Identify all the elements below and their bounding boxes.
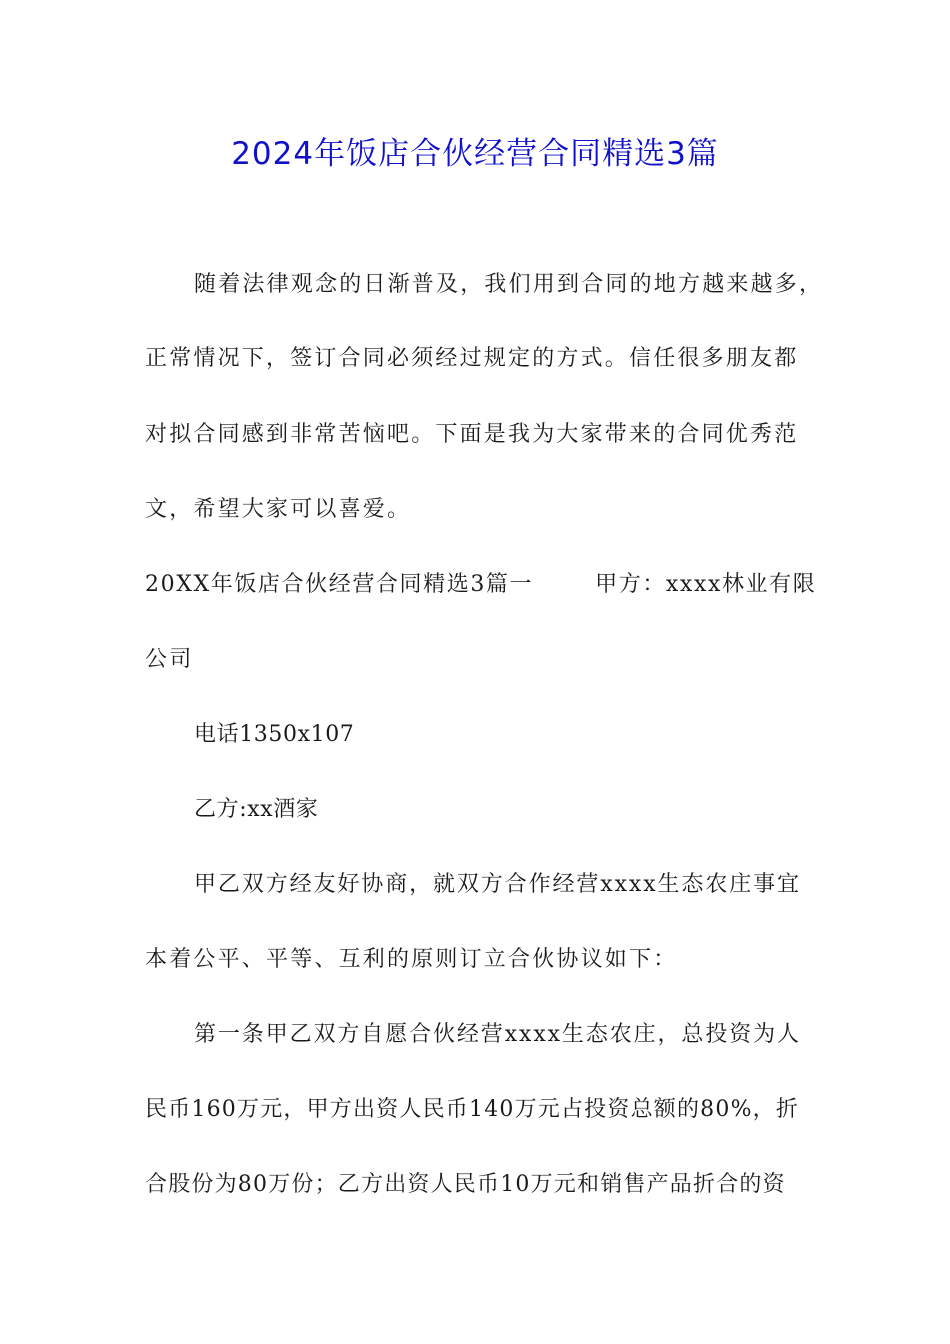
paragraph-line: 对拟合同感到非常苦恼吧。下面是我为大家带来的合同优秀范 [145,422,799,447]
article-line: 第一条甲乙双方自愿合伙经营xxxx生态农庄，总投资为人 [194,1022,801,1047]
paragraph-line: 文，希望大家可以喜爱。 [145,497,412,522]
paragraph-line: 公司 [145,647,194,672]
party-a-phone: 电话1350x107 [194,722,355,747]
paragraph-line: 本着公平、平等、互利的原则订立合伙协议如下： [145,947,678,972]
section-heading-line [145,570,815,600]
article-line: 民币160万元，甲方出资人民币140万元占投资总额的80%，折 [145,1097,800,1122]
paragraph-line: 随着法律观念的日渐普及，我们用到合同的地方越来越多， [194,272,824,297]
article-line: 合股份为80万份；乙方出资人民币10万元和销售产品折合的资 [145,1172,786,1197]
document-title: 2024年饭店合伙经营合同精选3篇 [231,136,719,172]
section-heading: 20XX年饭店合伙经营合同精选3篇一 [145,572,534,597]
party-a-name: 甲方：xxxx林业有限 [595,572,817,597]
party-b-name: 乙方:xx酒家 [194,797,319,822]
paragraph-line: 甲乙双方经友好协商，就双方合作经营xxxx生态农庄事宜 [194,872,801,897]
paragraph-line: 正常情况下，签订合同必须经过规定的方式。信任很多朋友都 [145,346,799,371]
